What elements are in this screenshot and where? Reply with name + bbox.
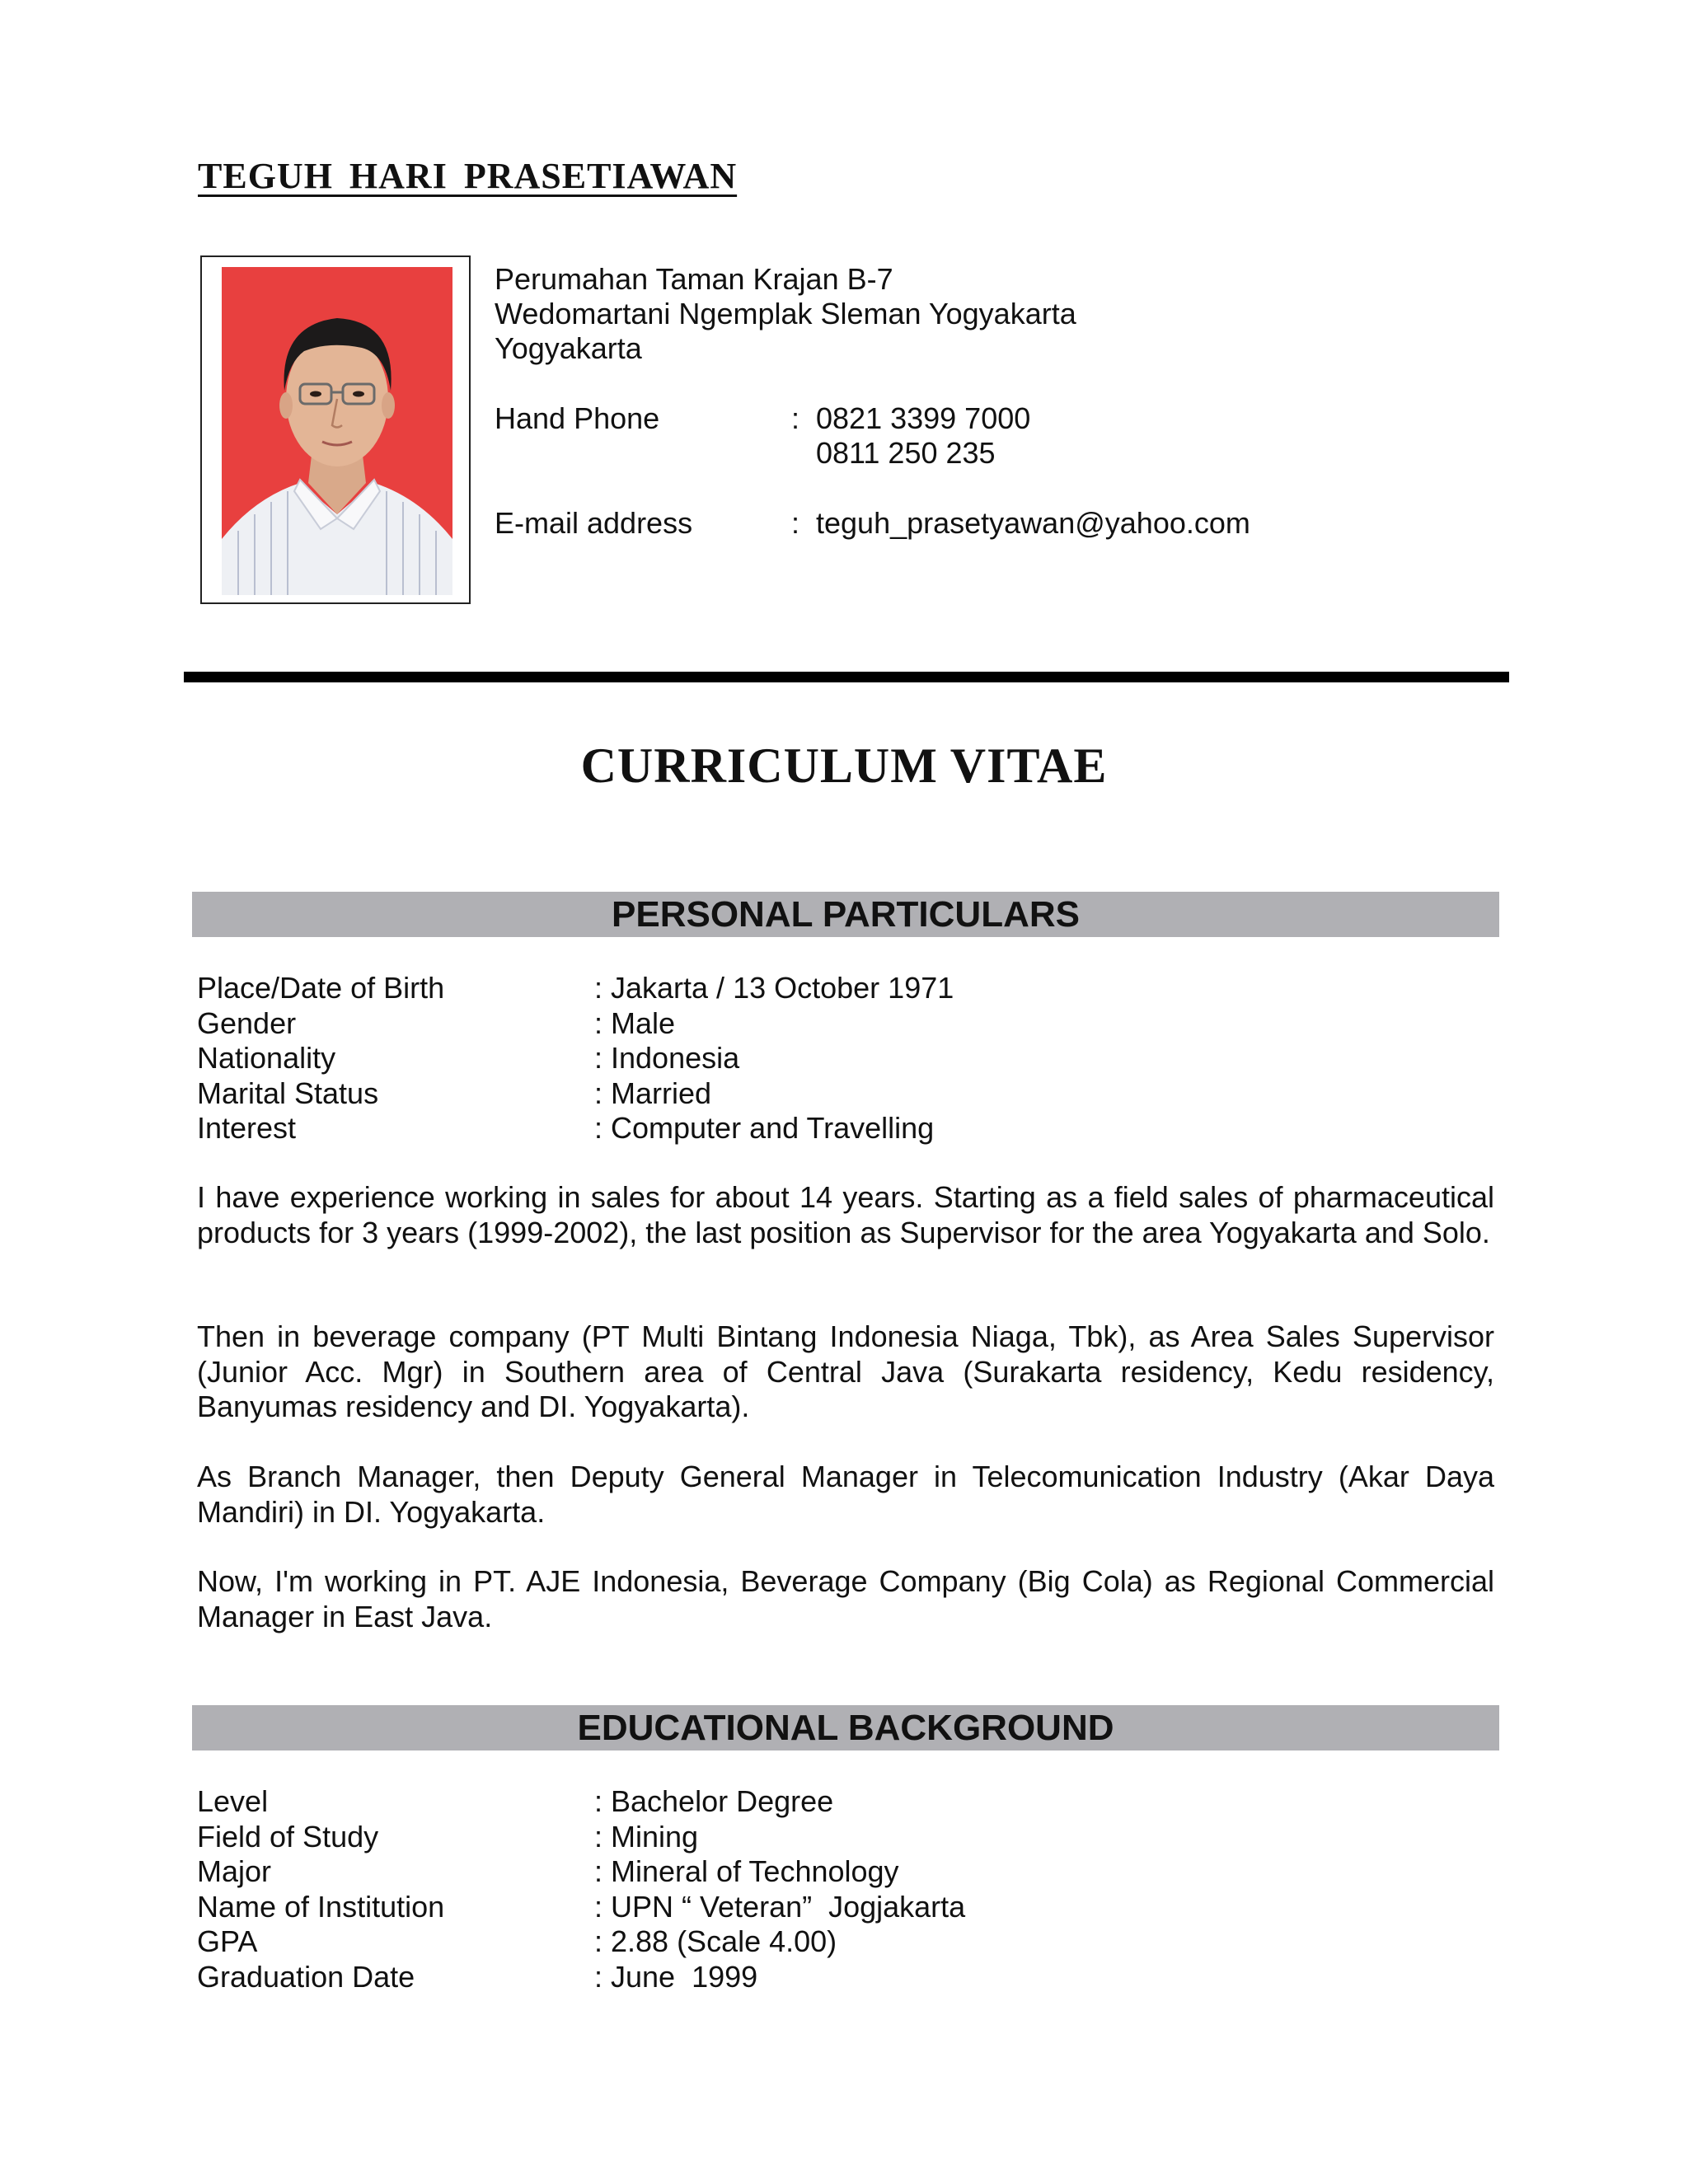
detail-row [197,1006,954,1042]
detail-label: Interest [197,1111,297,1145]
detail-label: Level [197,1784,269,1818]
experience-paragraph: As Branch Manager, then Deputy General Manager in Telecomunication Industry (Akar Daya Mandiri) in DI. Yogyakarta. [197,1460,1494,1529]
detail-row [197,1076,954,1112]
detail-row [197,1111,954,1146]
detail-row [197,1960,965,1995]
detail-value: : Mineral of Technology [594,1854,899,1888]
detail-row [197,1854,965,1890]
contact-block [495,262,1250,541]
separator: : [791,506,800,540]
section-heading-education: EDUCATIONAL BACKGROUND [192,1705,1499,1750]
detail-label: Place/Date of Birth [197,971,445,1005]
address-line: Wedomartani Ngemplak Sleman Yogyakarta [495,297,1076,330]
detail-value: : Mining [594,1819,699,1854]
detail-row [197,1890,965,1925]
detail-row [197,1924,965,1960]
experience-paragraph: I have experience working in sales for about 14 years. Starting as a field sales of pharmaceutical products for 3 years (1999-2002), the last position as Supervisor for the area Yogyakarta and Solo. [197,1180,1494,1249]
profile-photo-frame [200,255,471,604]
detail-row [197,1820,965,1855]
address-line: Yogyakarta [495,331,642,365]
email-label: E-mail address [495,506,693,540]
header-divider [184,672,1509,682]
separator: : [791,401,800,435]
detail-value: : 2.88 (Scale 4.00) [594,1924,837,1958]
phone-value: 0821 3399 7000 [816,401,1031,435]
detail-value: : Married [594,1076,712,1110]
detail-row [197,1784,965,1820]
detail-label: GPA [197,1924,258,1958]
detail-label: Marital Status [197,1076,379,1110]
detail-label: Gender [197,1005,297,1040]
detail-label: Nationality [197,1041,336,1075]
profile-photo [222,267,452,595]
education-details [197,1784,965,1994]
detail-value: : Male [594,1005,676,1040]
detail-label: Name of Institution [197,1889,445,1924]
address-line: Perumahan Taman Krajan B-7 [495,262,893,296]
section-heading-personal: PERSONAL PARTICULARS [192,892,1499,937]
email-row [495,506,1250,541]
personal-details [197,971,954,1146]
detail-label: Field of Study [197,1819,379,1854]
phone-label: Hand Phone [495,401,660,435]
detail-value: : Jakarta / 13 October 1971 [594,971,954,1005]
phone-row-secondary [495,436,1250,471]
detail-row [197,1041,954,1076]
detail-value: : Computer and Travelling [594,1111,935,1145]
detail-row [197,971,954,1006]
candidate-name: TEGUH HARI PRASETIAWAN [198,156,738,196]
detail-value: : UPN “ Veteran” Jogjakarta [594,1889,966,1924]
detail-value: : June 1999 [594,1959,758,1994]
document-title: CURRICULUM VITAE [580,738,1108,793]
detail-value: : Indonesia [594,1041,740,1075]
experience-paragraph: Now, I'm working in PT. AJE Indonesia, Beverage Company (Big Cola) as Regional Commercial Manager in East Java. [197,1564,1494,1633]
email-value: teguh_prasetyawan@yahoo.com [816,506,1250,540]
phone-value: 0811 250 235 [816,436,996,470]
experience-paragraph: Then in beverage company (PT Multi Bintang Indonesia Niaga, Tbk), as Area Sales Supervisor (Junior Acc. Mgr) in Southern area of Central Java (Surakarta residency, Kedu residency, Banyumas residency and DI. Yogyakarta). [197,1319,1494,1423]
detail-value: : Bachelor Degree [594,1784,834,1818]
phone-row [495,401,1250,436]
detail-label: Graduation Date [197,1959,415,1994]
detail-label: Major [197,1854,272,1888]
